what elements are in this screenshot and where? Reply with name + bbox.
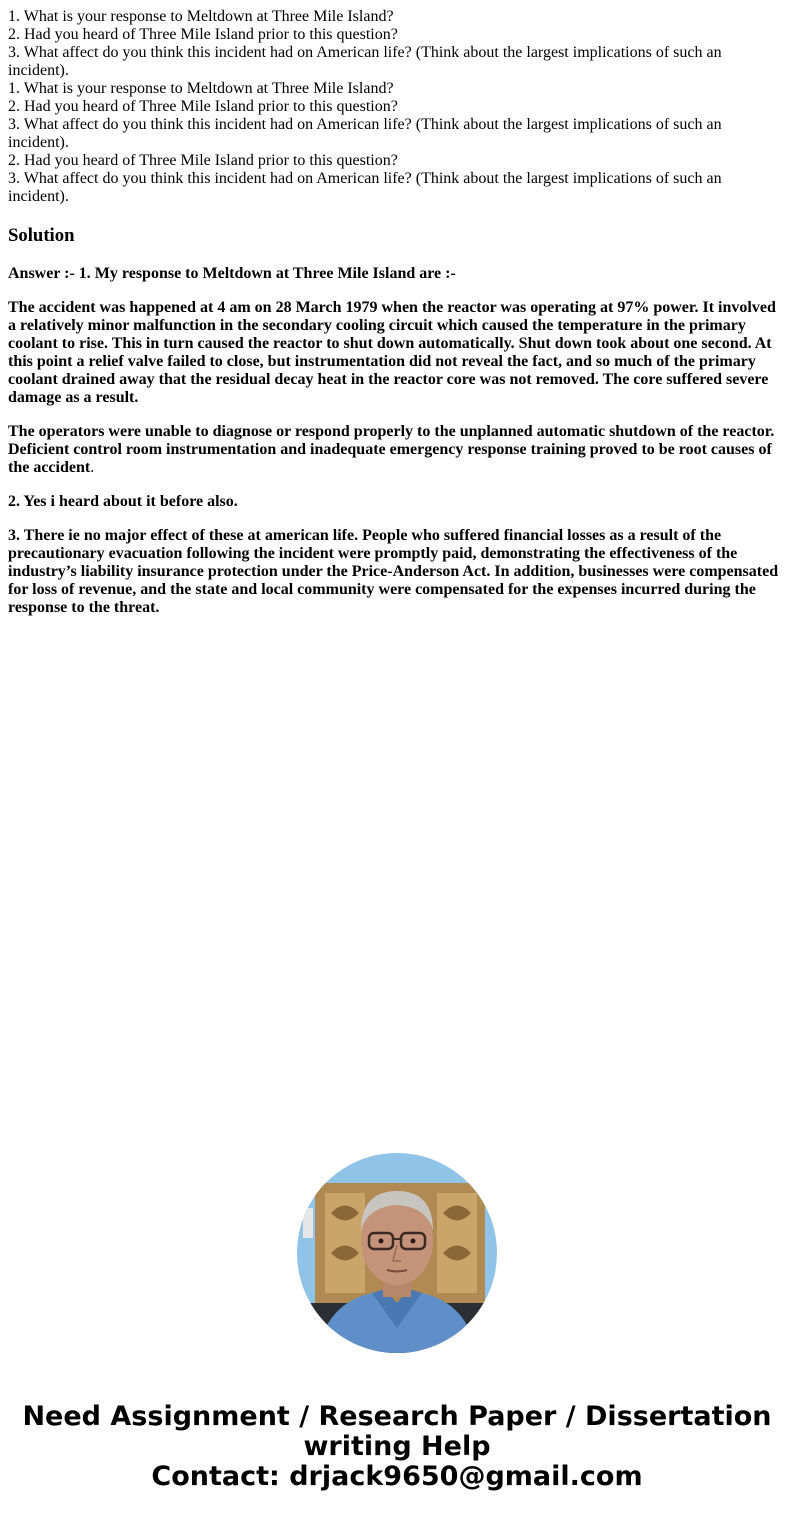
answer-3: 3. There ie no major effect of these at american life. People who suffered financial losses as a result of the precautionary evacuation following the incident were promptly paid, demonstrating the effectiveness of the industry’s liability insurance protection under the Price-Anderson Act. In addition, businesses were compensated for loss of revenue, and the state and local community were compensated for the expenses incurred during the response to the threat. (8, 527, 779, 616)
contact-footer (0, 1402, 794, 1492)
answer-paragraph-2 (8, 423, 784, 477)
answer-2: 2. Yes i heard about it before also. (8, 493, 238, 510)
question-line: 2. Had you heard of Three Mile Island prior to this question? (8, 98, 398, 115)
answer-paragraph-1: The accident was happened at 4 am on 28 March 1979 when the reactor was operating at 97% power. It involved a relatively minor malfunction in the secondary cooling circuit which caused the temperature in the primary coolant to rise. This in turn caused the reactor to shut down automatically. Shut down took about one second. At this point a relief valve failed to close, but instrumentation did not reveal the fact, and so much of the primary coolant drained away that the residual decay heat in the reactor core was not removed. The core suffered severe damage as a result. (8, 299, 776, 406)
question-line: 3. What affect do you think this incident had on American life? (Think about the largest implications of such an incident). (8, 44, 722, 79)
footer-contact: Contact: drjack9650@gmail.com (151, 1461, 643, 1492)
question-list (8, 8, 784, 206)
answer-paragraph-2-tail: . (90, 459, 95, 476)
document-body (8, 8, 784, 617)
answer-intro: Answer :- 1. My response to Meltdown at Three Mile Island are :- (8, 265, 456, 282)
author-avatar (297, 1153, 497, 1353)
answer-paragraph-2-text: The operators were unable to diagnose or respond properly to the unplanned automatic shutdown of the reactor. Deficient control room instrumentation and inadequate emergency response training proved to be root causes of the accident (8, 423, 775, 476)
footer-line-1: Need Assignment / Research Paper / Dissertation (22, 1401, 772, 1432)
question-line: 3. What affect do you think this incident had on American life? (Think about the largest implications of such an incident). (8, 116, 722, 151)
solution-heading: Solution (8, 225, 75, 246)
question-line: 1. What is your response to Meltdown at Three Mile Island? (8, 80, 394, 97)
question-line: 3. What affect do you think this incident had on American life? (Think about the largest implications of such an incident). (8, 170, 722, 205)
question-line: 2. Had you heard of Three Mile Island prior to this question? (8, 152, 398, 169)
question-line: 1. What is your response to Meltdown at Three Mile Island? (8, 8, 394, 25)
footer-line-2: writing Help (303, 1431, 491, 1462)
author-photo-illustration (297, 1153, 497, 1353)
question-line: 2. Had you heard of Three Mile Island prior to this question? (8, 26, 398, 43)
